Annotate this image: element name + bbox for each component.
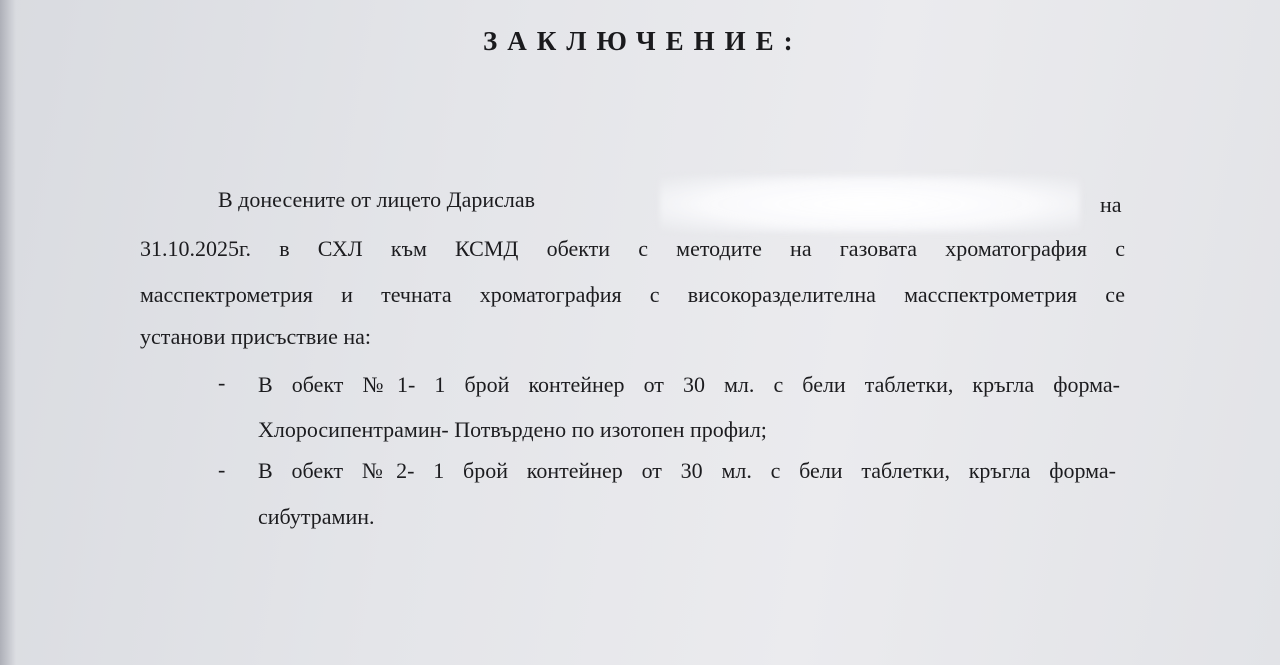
paragraph-line-3: масспектрометрия и течната хроматография с високоразделителна масспектрометрия се <box>140 282 1125 307</box>
paragraph-line-1-end: на <box>1100 192 1122 217</box>
list-item-2-line-1: В обект №2- 1 брой контейнер от 30 мл. с бели таблетки, кръгла форма- <box>258 458 1116 483</box>
list-item-1-line-2: Хлоросипентрамин- Потвърдено по изотопен профил; <box>258 417 767 442</box>
list-item-1-line-1: В обект №1- 1 брой контейнер от 30 мл. с бели таблетки, кръгла форма- <box>258 372 1120 397</box>
list-item-bullet: - <box>218 370 226 395</box>
paragraph-line-2: 31.10.2025г. в СХЛ към КСМД обекти с методите на газовата хроматография с <box>140 236 1125 261</box>
paragraph-line-1-start: В донесените от лицето Дарислав <box>218 187 536 212</box>
document-title: ЗАКЛЮЧЕНИЕ: <box>483 26 803 56</box>
redacted-name <box>660 176 1080 232</box>
list-item-2-line-2: сибутрамин. <box>258 504 375 529</box>
list-item-bullet: - <box>218 457 226 482</box>
paragraph-line-4: установи присъствие на: <box>140 324 371 349</box>
paper-fold-shadow <box>0 0 16 665</box>
